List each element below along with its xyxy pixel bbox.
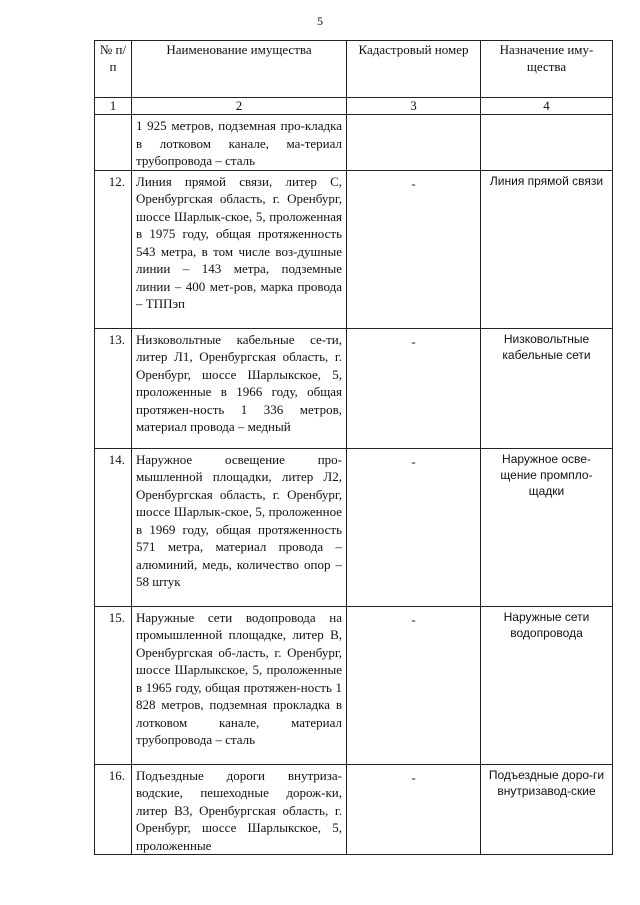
table-row (95, 764, 613, 855)
header-num: № п/п (95, 41, 132, 98)
row-number: 12. (95, 170, 132, 328)
property-name: Линия прямой связи, литер С, Оренбургская область, г. Оренбург, шоссе Шарлык-ское, 5, проложенная в 1975 году, общая протяженность 543 метра, в том числе воз-душные линии – 143 метра, подземные линии – 400 мет-ров, марка провода – ТППэп (132, 170, 347, 328)
property-name: Низковольтные кабельные се-ти, литер Л1, Оренбургская область, г. Оренбург, шоссе Шарлыкское, 5, проложенные в 1966 году, общая протяжен-ность 1 336 метров, материал провода – медный (132, 328, 347, 448)
table-row (95, 115, 613, 171)
table-row (95, 170, 613, 328)
table-header-row (95, 41, 613, 98)
property-name: 1 925 метров, подземная про-кладка в лотковом канале, ма-териал трубопровода – сталь (132, 115, 347, 171)
cadastral-number: - (347, 170, 481, 328)
cadastral-number: - (347, 448, 481, 606)
cadastral-number: - (347, 328, 481, 448)
column-number: 4 (481, 98, 613, 115)
column-number-row (95, 98, 613, 115)
property-purpose: Низковольтные кабельные сети (481, 328, 613, 448)
property-purpose: Подъездные доро-ги внутризавод-ские (481, 764, 613, 855)
row-number: 13. (95, 328, 132, 448)
property-table (94, 40, 613, 855)
row-number: 15. (95, 606, 132, 764)
header-name: Наименование имущества (132, 41, 347, 98)
property-name: Подъездные дороги внутриза-водские, пешеходные дорож-ки, литер В3, Оренбургская область, г. Оренбург, шоссе Шарлыкское, 5, проложенные (132, 764, 347, 855)
table-row (95, 328, 613, 448)
property-purpose: Наружное осве-щение промпло-щадки (481, 448, 613, 606)
row-number: 14. (95, 448, 132, 606)
property-purpose: Линия прямой связи (481, 170, 613, 328)
column-number: 1 (95, 98, 132, 115)
row-number: 16. (95, 764, 132, 855)
column-number: 3 (347, 98, 481, 115)
cadastral-number (347, 115, 481, 171)
header-purpose: Назначение иму-щества (481, 41, 613, 98)
table-row (95, 448, 613, 606)
header-cadastral: Кадастровый номер (347, 41, 481, 98)
cadastral-number: - (347, 606, 481, 764)
page-number: 5 (317, 14, 323, 28)
column-number: 2 (132, 98, 347, 115)
cadastral-number: - (347, 764, 481, 855)
property-purpose: Наружные сети водопровода (481, 606, 613, 764)
property-purpose (481, 115, 613, 171)
row-number (95, 115, 132, 171)
table-row (95, 606, 613, 764)
property-name: Наружные сети водопровода на промышленной площадке, литер В, Оренбургская об-ласть, г. Оренбург, шоссе Шарлыкское, 5, проложенные в 1965 году, общая протяжен-ность 1 828 метров, подземная прокладка в лотковом канале, материал трубопровода – сталь (132, 606, 347, 764)
property-name: Наружное освещение про-мышленной площадки, литер Л2, Оренбургская область, г. Оренбург, шоссе Шарлык-ское, 5, проложенное в 1969 году, общая протяженность 571 метра, материал провода – алюминий, медь, количество опор – 58 штук (132, 448, 347, 606)
